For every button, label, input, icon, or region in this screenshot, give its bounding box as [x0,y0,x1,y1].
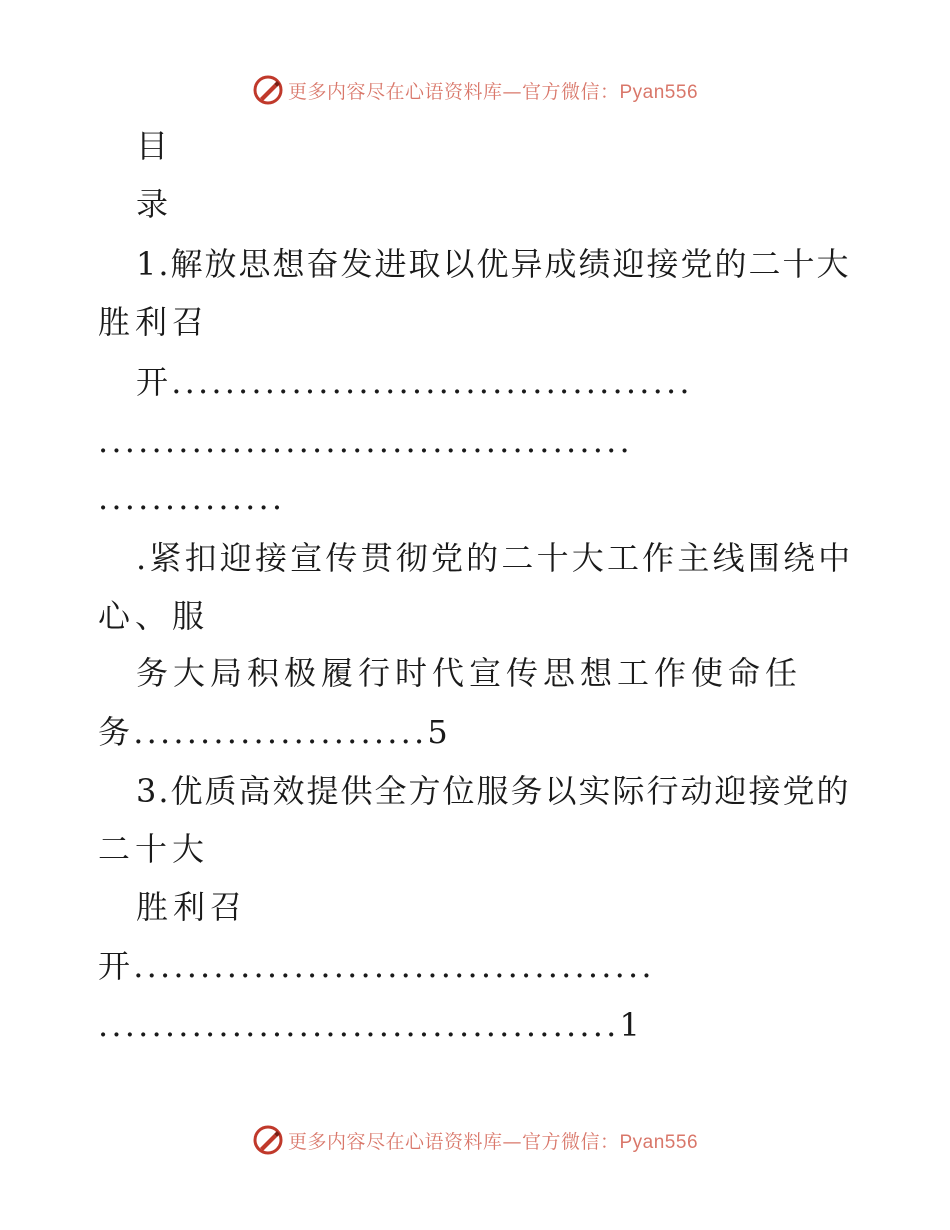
toc-item3-line3: 胜利召 [136,888,248,926]
toc-item3-line1: 3.优质高效提供全方位服务以实际行动迎接党的 [136,772,851,810]
toc-item1-line3: 开....................................... [136,363,693,401]
toc-item3-line2: 二十大 [98,830,210,868]
watermark-text: 更多内容尽在心语资料库—官方微信：Pyan556 [287,80,699,103]
toc-item1-line4: ........................................ [98,422,633,460]
pen-seal-icon [252,74,284,106]
toc-item2-line1: .紧扣迎接宣传贯彻党的二十大工作主线围绕中 [136,539,854,577]
toc-title-line1: 目 [136,127,174,165]
toc-item2-line4: 务......................5 [98,713,451,751]
watermark-text: 更多内容尽在心语资料库—官方微信：Pyan556 [287,1130,699,1153]
pen-seal-icon [252,1124,284,1156]
toc-item1-line5: .............. [98,479,286,517]
toc-item1-line2: 胜利召 [98,303,210,341]
toc-title-line2: 录 [136,185,174,223]
toc-item3-line4: 开....................................... [98,947,655,985]
header-watermark [0,70,950,110]
toc-item3-line5: .......................................1 [98,1006,644,1044]
footer-watermark [0,1120,950,1160]
toc-item2-line3: 务大局积极履行时代宣传思想工作使命任 [136,654,803,692]
toc-item1-line1: 1.解放思想奋发进取以优异成绩迎接党的二十大 [136,245,851,283]
toc-item2-line2: 心、服 [98,597,210,635]
